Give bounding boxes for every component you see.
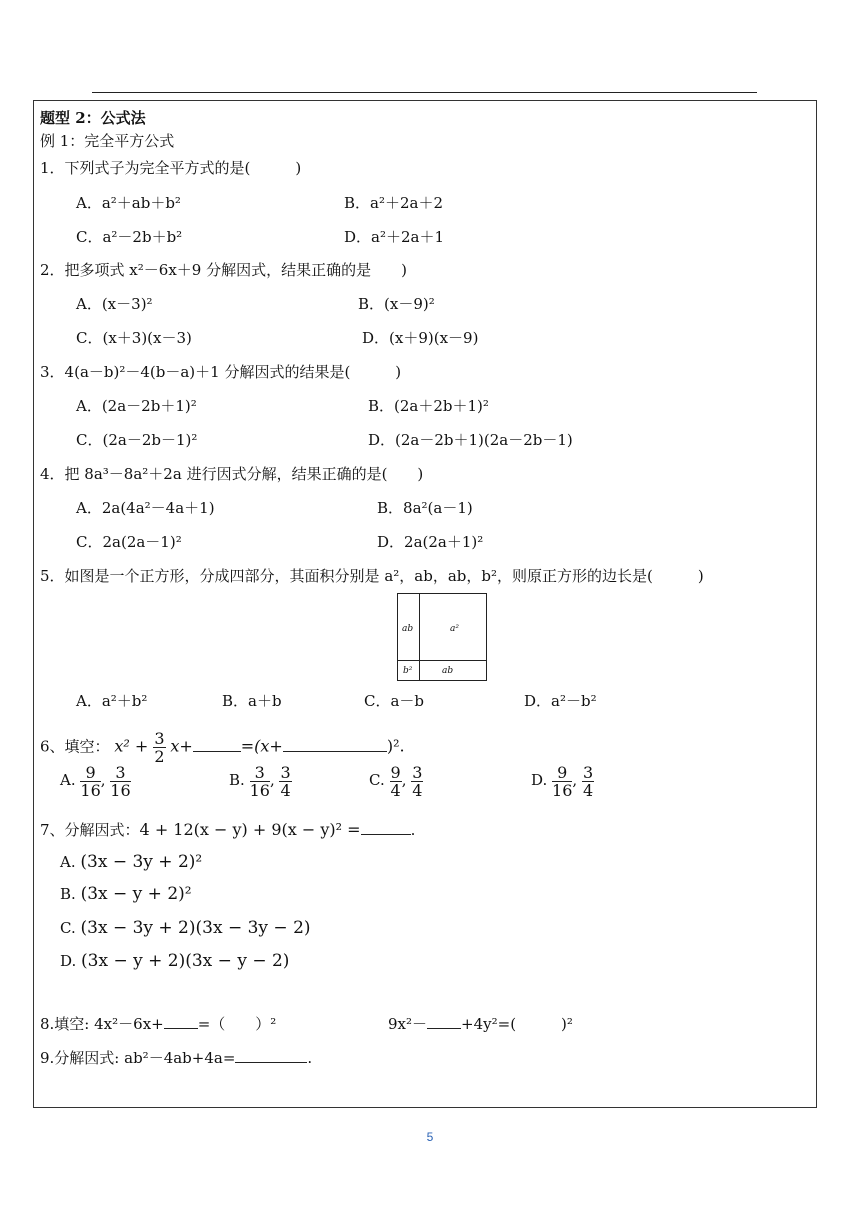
q1-option-b: B．a²＋2a＋2 [344,194,444,212]
q3-option-d: D．(2a－2b＋1)(2a－2b－1) [368,431,573,449]
q6-option-b-frac2 [279,764,291,799]
q6-frac-den: 2 [154,747,165,766]
q4-option-c: C．2a(2a－1)² [76,533,182,551]
q8-right [388,1014,573,1034]
frac-num: 3 [582,762,594,782]
q6-blank-2[interactable] [283,751,387,752]
q6-option-a-frac2 [110,764,130,799]
q6-close: )². [386,736,405,756]
q1-option-a: A．a²＋ab＋b² [76,194,181,212]
q7-prefix: 7、分解因式： [40,821,140,839]
q1-option-c: C．a²－2b＋b² [76,228,183,246]
frac-num: 9 [552,764,572,782]
q9 [40,1048,312,1068]
q6-fraction [153,730,165,765]
frac-den: 16 [80,780,101,800]
q7-d-label: D. [60,952,77,970]
q3-option-b: B．(2a＋2b＋1)² [368,397,489,415]
figure-vertical-divider [419,594,420,680]
q1-option-d: D．a²＋2a＋1 [344,228,445,246]
q6-option-a-label: A. [60,771,76,789]
q7-c-expr: (3x − 3y + 2)(3x − 3y − 2) [80,918,311,938]
frac-num: 9 [80,764,100,782]
q6-option-c-frac2 [411,764,423,799]
q6-stem [40,730,405,765]
square-figure [397,593,487,681]
frac-num: 3 [412,762,423,782]
q6-option-c: C. $\frac{9}{4}$ , $\frac{3}{4}$ [369,762,423,800]
frac-den: 16 [249,780,270,800]
frac-num: 3 [250,764,270,782]
figure-label-bottom-left: b² [403,666,413,676]
q6-frac-num: 3 [154,729,165,748]
q6-option-d-frac1 [552,764,572,799]
q6-option-d-label: D. [531,771,548,789]
section-title: 题型 2：公式法 [40,109,146,127]
q5-option-d: D．a²－b² [524,692,597,710]
q4-stem: 4．把 8a³－8a²＋2a 进行因式分解，结果正确的是( ) [40,465,424,483]
q3-stem: 3．4(a－b)²－4(b－a)＋1 分解因式的结果是( ) [40,363,402,381]
q7-option-c [60,918,311,938]
q7-a-label: A. [60,853,76,871]
q4-option-d: D．2a(2a＋1)² [377,533,484,551]
q6-option-b-frac1 [250,764,270,799]
q7-expr: 4 + 12(x − y) + 9(x − y)² = [139,820,361,839]
q6-option-a-frac1 [80,764,100,799]
q7-option-d [60,951,289,971]
q7-d-expr: (3x − y + 2)(3x − y − 2) [81,951,290,971]
header-rule [92,92,757,93]
q6-option-b-label: B. [229,771,245,789]
q3-option-c: C．(2a－2b－1)² [76,431,198,449]
q6-option-d-frac2 [582,764,594,799]
frac-num: 3 [110,764,130,782]
q2-option-b: B．(x－9)² [358,295,435,313]
q4-option-a: A．2a(4a²－4a＋1) [76,499,215,517]
q8-right-post: +4y²=( )² [461,1015,573,1033]
frac-den: 4 [412,780,423,800]
q5-option-b: B．a＋b [222,692,282,710]
q7-option-b [60,884,192,904]
q5-option-a: A．a²＋b² [76,692,148,710]
q6-option-c-frac1 [390,764,402,799]
q5-option-c: C．a－b [364,692,425,710]
q1-stem: 1．下列式子为完全平方式的是( ) [40,159,302,177]
figure-horizontal-divider [398,660,486,661]
frac-den: 4 [390,780,401,800]
q7-stem: 7、分解因式：4 + 12(x − y) + 9(x − y)² = . [40,820,416,839]
q6-eq: =(x+ [240,736,283,756]
q7-a-expr: (3x − 3y + 2)² [80,852,203,872]
example-title: 例 1：完全平方公式 [40,132,175,150]
q6-option-b: B. $\frac{3}{16}$ , $\frac{3}{4}$ [229,762,291,800]
figure-label-bottom-right: ab [442,666,454,676]
q9-post: . [307,1049,313,1067]
q8-right-pre: 9x²－ [388,1015,428,1033]
frac-den: 4 [582,780,594,800]
q7-b-label: B. [60,885,76,903]
q7-c-label: C. [60,919,76,937]
q6-prefix: 6、填空： [40,737,110,756]
q6-blank-1[interactable] [193,751,241,752]
q3-option-a: A．(2a－2b＋1)² [76,397,197,415]
page-number: 5 [426,1130,434,1144]
q6-expr: x² + [114,736,154,756]
q6-option-d: D. $\frac{9}{16}$ , $\frac{3}{4}$ [531,762,594,800]
q8-left-pre: 8.填空: 4x²－6x+ [40,1015,164,1033]
frac-den: 4 [280,780,291,800]
q8-left [40,1014,276,1034]
q8-blank-1[interactable] [164,1028,198,1029]
q8-blank-2[interactable] [427,1028,461,1029]
frac-num: 9 [390,762,401,782]
q2-stem: 2．把多项式 x²－6x＋9 分解因式，结果正确的是 ) [40,261,407,279]
q2-option-d: D．(x＋9)(x－9) [362,329,479,347]
q6-option-a: A. $\frac{9}{16}$ , $\frac{3}{16}$ [60,762,131,800]
q7-blank[interactable] [361,834,411,835]
q5-stem: 5．如图是一个正方形，分成四部分，其面积分别是 a²，ab，ab，b²，则原正方形的边长是( ) [40,567,704,585]
q6-expr-post: x+ [170,736,193,756]
q4-option-b: B．8a²(a－1) [377,499,473,517]
q9-blank[interactable] [235,1062,307,1063]
frac-num: 3 [280,762,291,782]
q2-option-a: A．(x－3)² [76,295,153,313]
q7-b-expr: (3x − y + 2)² [80,884,192,904]
frac-den: 16 [552,780,573,800]
q7-option-a [60,852,202,872]
frac-den: 16 [110,780,131,800]
q2-option-c: C．(x＋3)(x－3) [76,329,192,347]
q9-pre: 9.分解因式: ab²－4ab+4a= [40,1049,236,1067]
q8-left-post: =（ ）² [197,1015,277,1033]
figure-label-top-right: a² [450,624,459,634]
figure-label-top-left: ab [402,624,414,634]
q6-option-c-label: C. [369,771,385,789]
